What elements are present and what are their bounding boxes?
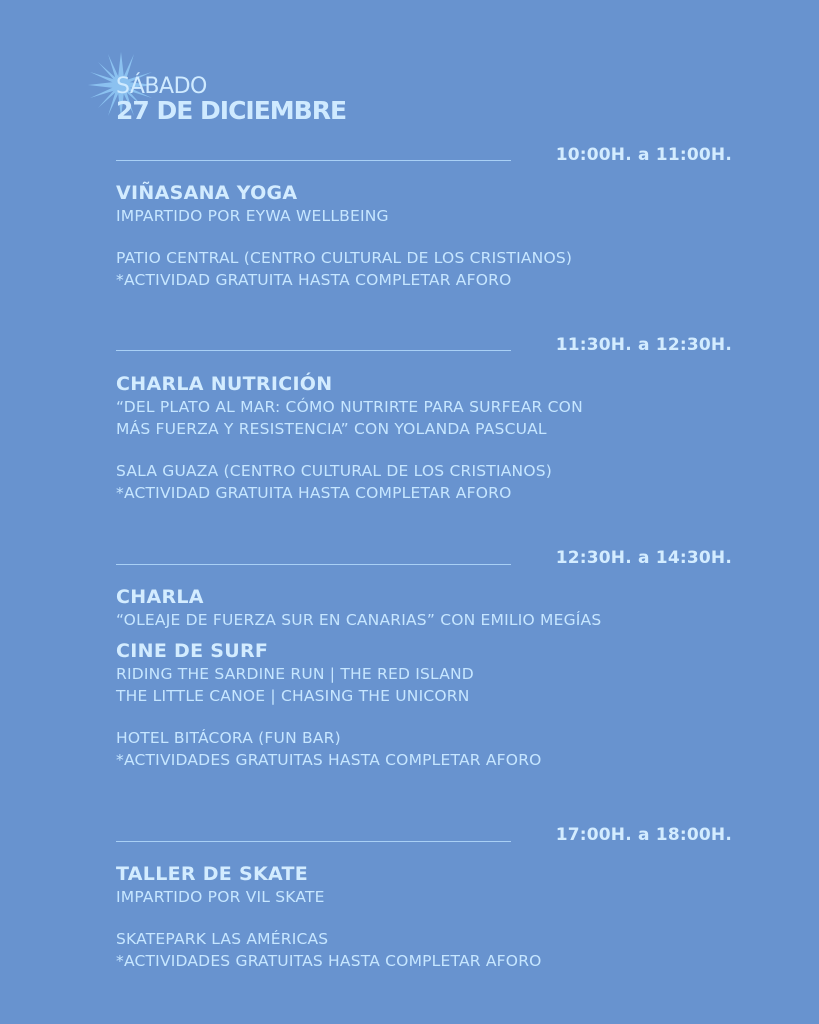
divider: [116, 350, 511, 351]
session-note: *ACTIVIDADES GRATUITAS HASTA COMPLETAR AFORO: [116, 952, 542, 970]
session-title: VIÑASANA YOGA: [116, 182, 298, 204]
session-venue: HOTEL BITÁCORA (FUN BAR): [116, 729, 341, 747]
session-time: 11:30H. a 12:30H.: [555, 335, 732, 355]
session-note: *ACTIVIDADES GRATUITAS HASTA COMPLETAR AFORO: [116, 751, 542, 769]
session-time: 12:30H. a 14:30H.: [555, 548, 732, 568]
session-venue: SKATEPARK LAS AMÉRICAS: [116, 930, 329, 948]
session-title: CHARLA: [116, 586, 204, 608]
session-title: CHARLA NUTRICIÓN: [116, 373, 333, 395]
session-detail: IMPARTIDO POR EYWA WELLBEING: [116, 207, 389, 225]
day-label: SÁBADO: [116, 74, 207, 99]
session-note: *ACTIVIDAD GRATUITA HASTA COMPLETAR AFORO: [116, 484, 512, 502]
session-detail: “DEL PLATO AL MAR: CÓMO NUTRIRTE PARA SURFEAR CON: [116, 398, 583, 416]
session-detail: MÁS FUERZA Y RESISTENCIA” CON YOLANDA PASCUAL: [116, 420, 547, 438]
session-title: TALLER DE SKATE: [116, 863, 309, 885]
session-detail: “OLEAJE DE FUERZA SUR EN CANARIAS” CON EMILIO MEGÍAS: [116, 611, 602, 629]
session-detail: IMPARTIDO POR VIL SKATE: [116, 888, 325, 906]
session-note: *ACTIVIDAD GRATUITA HASTA COMPLETAR AFORO: [116, 271, 512, 289]
session-time: 10:00H. a 11:00H.: [555, 145, 732, 165]
session-venue: PATIO CENTRAL (CENTRO CULTURAL DE LOS CRISTIANOS): [116, 249, 573, 267]
date-label: 27 DE DICIEMBRE: [116, 96, 347, 125]
session-venue: SALA GUAZA (CENTRO CULTURAL DE LOS CRISTIANOS): [116, 462, 553, 480]
divider: [116, 841, 511, 842]
session-time: 17:00H. a 18:00H.: [555, 825, 732, 845]
session-title: CINE DE SURF: [116, 640, 269, 662]
session-detail: RIDING THE SARDINE RUN | THE RED ISLAND: [116, 665, 474, 683]
divider: [116, 160, 511, 161]
header: [116, 76, 346, 124]
divider: [116, 564, 511, 565]
session-detail: THE LITTLE CANOE | CHASING THE UNICORN: [116, 687, 470, 705]
